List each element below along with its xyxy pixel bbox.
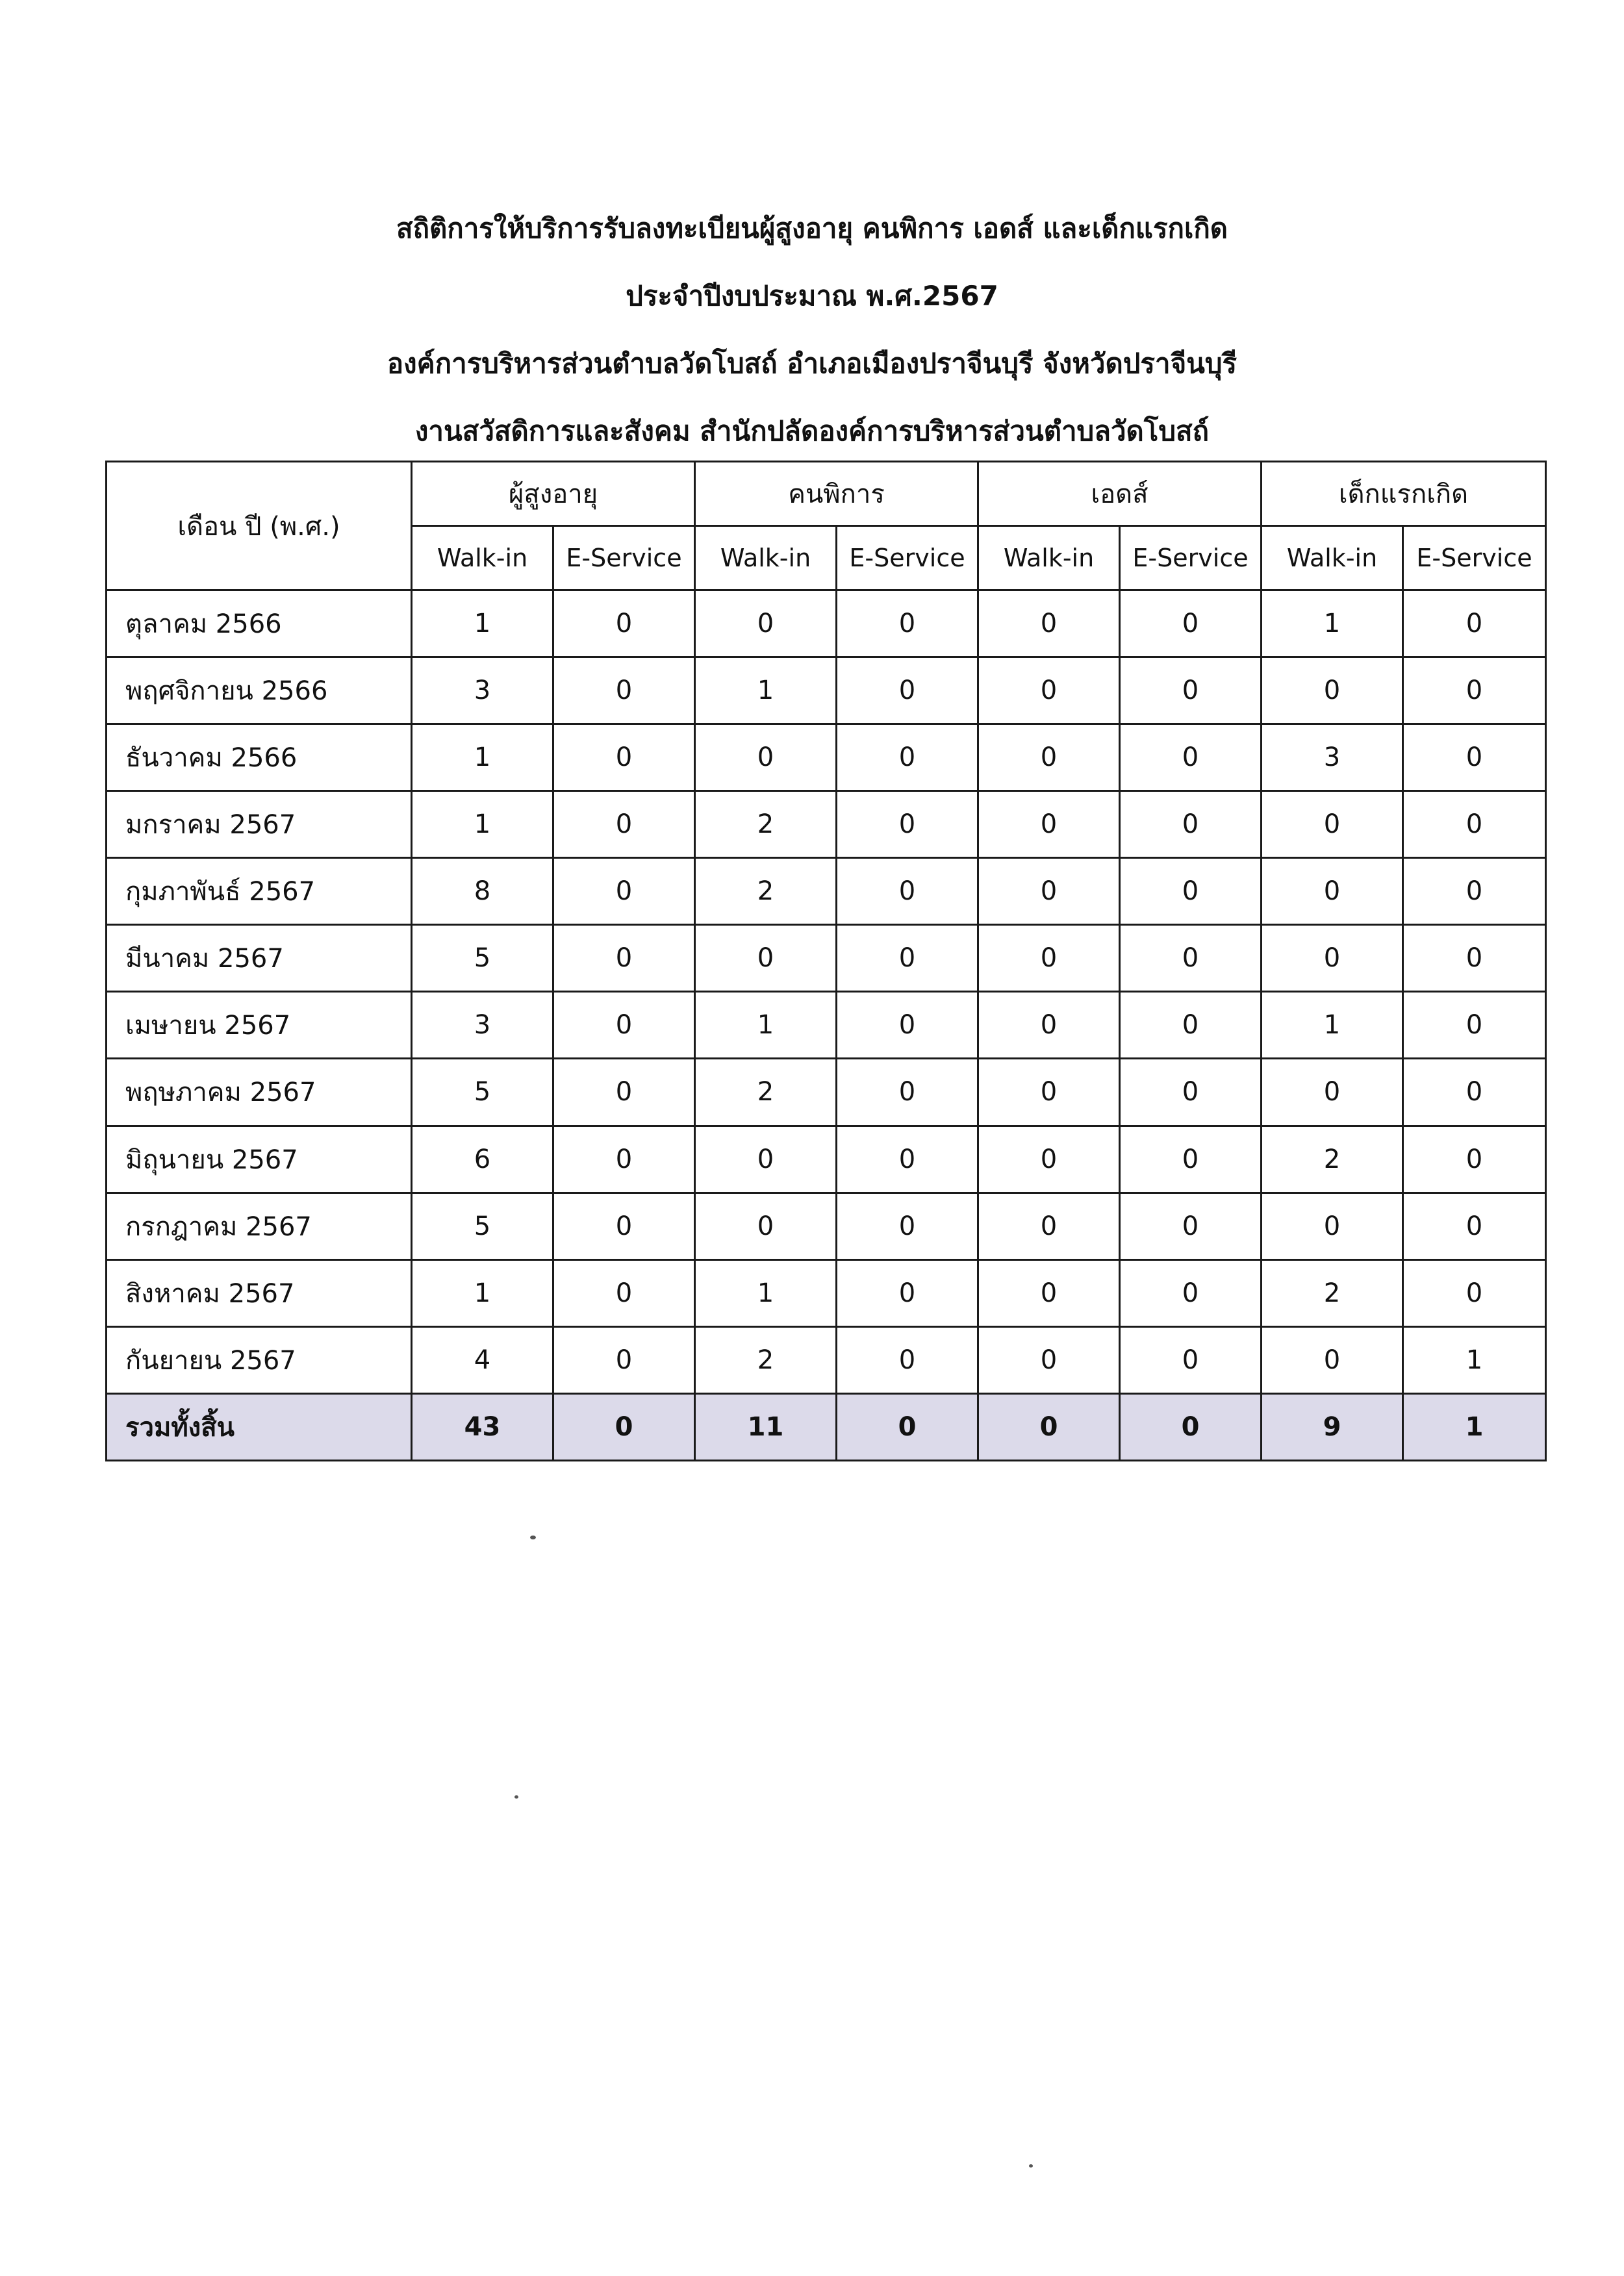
value-cell-disabled-e-service: 0 — [837, 657, 978, 724]
value-cell-aids-walk-in: 0 — [978, 657, 1120, 724]
value-cell-elderly-walk-in: 5 — [412, 1193, 553, 1259]
month-cell: ตุลาคม 2566 — [107, 590, 412, 657]
value-cell-newborn-e-service: 0 — [1403, 992, 1546, 1059]
value-cell-aids-walk-in: 0 — [978, 1259, 1120, 1326]
value-cell-aids-e-service: 0 — [1120, 1326, 1262, 1393]
group-header-disabled: คนพิการ — [695, 462, 978, 526]
month-cell: กุมภาพันธ์ 2567 — [107, 858, 412, 925]
value-cell-disabled-walk-in: 2 — [695, 1059, 837, 1126]
value-cell-disabled-e-service: 0 — [837, 1393, 978, 1460]
value-cell-disabled-e-service: 0 — [837, 1326, 978, 1393]
sub-header-e-service: E-Service — [1120, 526, 1262, 590]
value-cell-aids-e-service: 0 — [1120, 1193, 1262, 1259]
scan-speck — [530, 1536, 536, 1539]
value-cell-newborn-walk-in: 0 — [1262, 1059, 1403, 1126]
month-cell: สิงหาคม 2567 — [107, 1259, 412, 1326]
value-cell-disabled-e-service: 0 — [837, 925, 978, 992]
value-cell-elderly-walk-in: 6 — [412, 1126, 553, 1193]
value-cell-disabled-e-service: 0 — [837, 791, 978, 858]
value-cell-elderly-e-service: 0 — [553, 1193, 695, 1259]
value-cell-elderly-e-service: 0 — [553, 657, 695, 724]
month-cell: กันยายน 2567 — [107, 1326, 412, 1393]
value-cell-disabled-e-service: 0 — [837, 724, 978, 791]
value-cell-disabled-walk-in: 2 — [695, 1326, 837, 1393]
registration-stats-table — [105, 461, 1547, 1461]
value-cell-newborn-walk-in: 1 — [1262, 590, 1403, 657]
value-cell-elderly-e-service: 0 — [553, 992, 695, 1059]
value-cell-aids-e-service: 0 — [1120, 858, 1262, 925]
table-row — [107, 1193, 1546, 1259]
value-cell-newborn-e-service: 0 — [1403, 1059, 1546, 1126]
value-cell-aids-walk-in: 0 — [978, 724, 1120, 791]
month-cell: กรกฎาคม 2567 — [107, 1193, 412, 1259]
value-cell-elderly-walk-in: 1 — [412, 1259, 553, 1326]
title-line-1: สถิติการให้บริการรับลงทะเบียนผู้สูงอายุ คนพิการ เอดส์ และเด็กแรกเกิด — [396, 212, 1228, 244]
table-row — [107, 590, 1546, 657]
table-row — [107, 1326, 1546, 1393]
value-cell-aids-walk-in: 0 — [978, 992, 1120, 1059]
document-title — [0, 195, 1624, 465]
month-cell: เมษายน 2567 — [107, 992, 412, 1059]
table-row — [107, 791, 1546, 858]
sub-header-e-service: E-Service — [1403, 526, 1546, 590]
sub-header-walk-in: Walk-in — [1262, 526, 1403, 590]
value-cell-aids-walk-in: 0 — [978, 925, 1120, 992]
title-line-2: ประจำปีงบประมาณ พ.ศ.2567 — [626, 280, 998, 312]
value-cell-elderly-e-service: 0 — [553, 590, 695, 657]
value-cell-elderly-e-service: 0 — [553, 791, 695, 858]
table-row — [107, 1259, 1546, 1326]
table-row — [107, 657, 1546, 724]
value-cell-aids-walk-in: 0 — [978, 1393, 1120, 1460]
value-cell-newborn-e-service: 0 — [1403, 791, 1546, 858]
value-cell-aids-e-service: 0 — [1120, 1059, 1262, 1126]
value-cell-disabled-walk-in: 1 — [695, 992, 837, 1059]
value-cell-elderly-e-service: 0 — [553, 1326, 695, 1393]
value-cell-aids-e-service: 0 — [1120, 724, 1262, 791]
month-cell: มีนาคม 2567 — [107, 925, 412, 992]
value-cell-aids-walk-in: 0 — [978, 791, 1120, 858]
value-cell-newborn-e-service: 0 — [1403, 590, 1546, 657]
value-cell-disabled-walk-in: 1 — [695, 1259, 837, 1326]
value-cell-disabled-walk-in: 0 — [695, 590, 837, 657]
value-cell-elderly-e-service: 0 — [553, 1059, 695, 1126]
value-cell-newborn-e-service: 0 — [1403, 925, 1546, 992]
value-cell-disabled-e-service: 0 — [837, 1193, 978, 1259]
value-cell-newborn-e-service: 1 — [1403, 1393, 1546, 1460]
table-row — [107, 724, 1546, 791]
value-cell-elderly-walk-in: 8 — [412, 858, 553, 925]
value-cell-aids-e-service: 0 — [1120, 992, 1262, 1059]
total-label: รวมทั้งสิ้น — [107, 1393, 412, 1460]
value-cell-newborn-e-service: 0 — [1403, 657, 1546, 724]
value-cell-aids-e-service: 0 — [1120, 657, 1262, 724]
value-cell-aids-walk-in: 0 — [978, 1126, 1120, 1193]
value-cell-disabled-e-service: 0 — [837, 992, 978, 1059]
value-cell-elderly-e-service: 0 — [553, 925, 695, 992]
group-header-newborn: เด็กแรกเกิด — [1262, 462, 1546, 526]
value-cell-aids-walk-in: 0 — [978, 590, 1120, 657]
value-cell-newborn-walk-in: 0 — [1262, 858, 1403, 925]
value-cell-newborn-e-service: 0 — [1403, 724, 1546, 791]
value-cell-elderly-walk-in: 4 — [412, 1326, 553, 1393]
value-cell-newborn-e-service: 0 — [1403, 858, 1546, 925]
sub-header-e-service: E-Service — [837, 526, 978, 590]
value-cell-newborn-walk-in: 0 — [1262, 1326, 1403, 1393]
month-cell: พฤษภาคม 2567 — [107, 1059, 412, 1126]
table-row — [107, 1126, 1546, 1193]
value-cell-disabled-walk-in: 0 — [695, 724, 837, 791]
value-cell-elderly-walk-in: 3 — [412, 992, 553, 1059]
value-cell-newborn-e-service: 0 — [1403, 1126, 1546, 1193]
value-cell-elderly-e-service: 0 — [553, 1393, 695, 1460]
month-cell: มกราคม 2567 — [107, 791, 412, 858]
value-cell-disabled-walk-in: 0 — [695, 925, 837, 992]
value-cell-elderly-walk-in: 1 — [412, 590, 553, 657]
value-cell-newborn-walk-in: 2 — [1262, 1259, 1403, 1326]
month-year-header: เดือน ปี (พ.ศ.) — [107, 462, 412, 590]
group-header-aids: เอดส์ — [978, 462, 1262, 526]
group-header-elderly: ผู้สูงอายุ — [412, 462, 695, 526]
value-cell-elderly-walk-in: 5 — [412, 925, 553, 992]
scan-speck — [1029, 2164, 1033, 2168]
value-cell-aids-e-service: 0 — [1120, 791, 1262, 858]
sub-header-e-service: E-Service — [553, 526, 695, 590]
value-cell-newborn-walk-in: 0 — [1262, 1193, 1403, 1259]
value-cell-aids-walk-in: 0 — [978, 1326, 1120, 1393]
value-cell-elderly-e-service: 0 — [553, 858, 695, 925]
table-row — [107, 1059, 1546, 1126]
table-row — [107, 925, 1546, 992]
value-cell-disabled-walk-in: 1 — [695, 657, 837, 724]
value-cell-elderly-e-service: 0 — [553, 724, 695, 791]
value-cell-disabled-walk-in: 2 — [695, 791, 837, 858]
table-body — [107, 590, 1546, 1461]
value-cell-newborn-e-service: 0 — [1403, 1259, 1546, 1326]
value-cell-newborn-walk-in: 0 — [1262, 925, 1403, 992]
value-cell-disabled-e-service: 0 — [837, 1259, 978, 1326]
month-cell: พฤศจิกายน 2566 — [107, 657, 412, 724]
value-cell-newborn-walk-in: 2 — [1262, 1126, 1403, 1193]
value-cell-elderly-walk-in: 1 — [412, 724, 553, 791]
value-cell-newborn-e-service: 1 — [1403, 1326, 1546, 1393]
value-cell-disabled-walk-in: 2 — [695, 858, 837, 925]
header-row-groups — [107, 462, 1546, 526]
value-cell-elderly-walk-in: 3 — [412, 657, 553, 724]
value-cell-disabled-walk-in: 0 — [695, 1193, 837, 1259]
value-cell-disabled-e-service: 0 — [837, 590, 978, 657]
month-cell: มิถุนายน 2567 — [107, 1126, 412, 1193]
value-cell-aids-e-service: 0 — [1120, 590, 1262, 657]
month-cell: ธันวาคม 2566 — [107, 724, 412, 791]
value-cell-disabled-walk-in: 11 — [695, 1393, 837, 1460]
value-cell-aids-e-service: 0 — [1120, 1259, 1262, 1326]
value-cell-aids-e-service: 0 — [1120, 1126, 1262, 1193]
sub-header-walk-in: Walk-in — [695, 526, 837, 590]
value-cell-disabled-e-service: 0 — [837, 1126, 978, 1193]
scan-speck — [514, 1795, 518, 1799]
title-line-3: องค์การบริหารส่วนตำบลวัดโบสถ์ อำเภอเมืองปราจีนบุรี จังหวัดปราจีนบุรี — [387, 348, 1237, 379]
value-cell-elderly-e-service: 0 — [553, 1259, 695, 1326]
value-cell-disabled-e-service: 0 — [837, 1059, 978, 1126]
value-cell-aids-walk-in: 0 — [978, 1193, 1120, 1259]
value-cell-elderly-walk-in: 1 — [412, 791, 553, 858]
value-cell-disabled-e-service: 0 — [837, 858, 978, 925]
value-cell-aids-walk-in: 0 — [978, 858, 1120, 925]
value-cell-elderly-e-service: 0 — [553, 1126, 695, 1193]
sub-header-walk-in: Walk-in — [412, 526, 553, 590]
value-cell-newborn-e-service: 0 — [1403, 1193, 1546, 1259]
value-cell-aids-e-service: 0 — [1120, 1393, 1262, 1460]
total-row — [107, 1393, 1546, 1460]
value-cell-aids-e-service: 0 — [1120, 925, 1262, 992]
table-row — [107, 858, 1546, 925]
value-cell-aids-walk-in: 0 — [978, 1059, 1120, 1126]
sub-header-walk-in: Walk-in — [978, 526, 1120, 590]
table-row — [107, 992, 1546, 1059]
value-cell-elderly-walk-in: 5 — [412, 1059, 553, 1126]
value-cell-newborn-walk-in: 0 — [1262, 657, 1403, 724]
value-cell-newborn-walk-in: 9 — [1262, 1393, 1403, 1460]
value-cell-disabled-walk-in: 0 — [695, 1126, 837, 1193]
value-cell-newborn-walk-in: 3 — [1262, 724, 1403, 791]
value-cell-newborn-walk-in: 0 — [1262, 791, 1403, 858]
value-cell-newborn-walk-in: 1 — [1262, 992, 1403, 1059]
value-cell-elderly-walk-in: 43 — [412, 1393, 553, 1460]
title-line-4: งานสวัสดิการและสังคม สำนักปลัดองค์การบริหารส่วนตำบลวัดโบสถ์ — [414, 415, 1210, 447]
